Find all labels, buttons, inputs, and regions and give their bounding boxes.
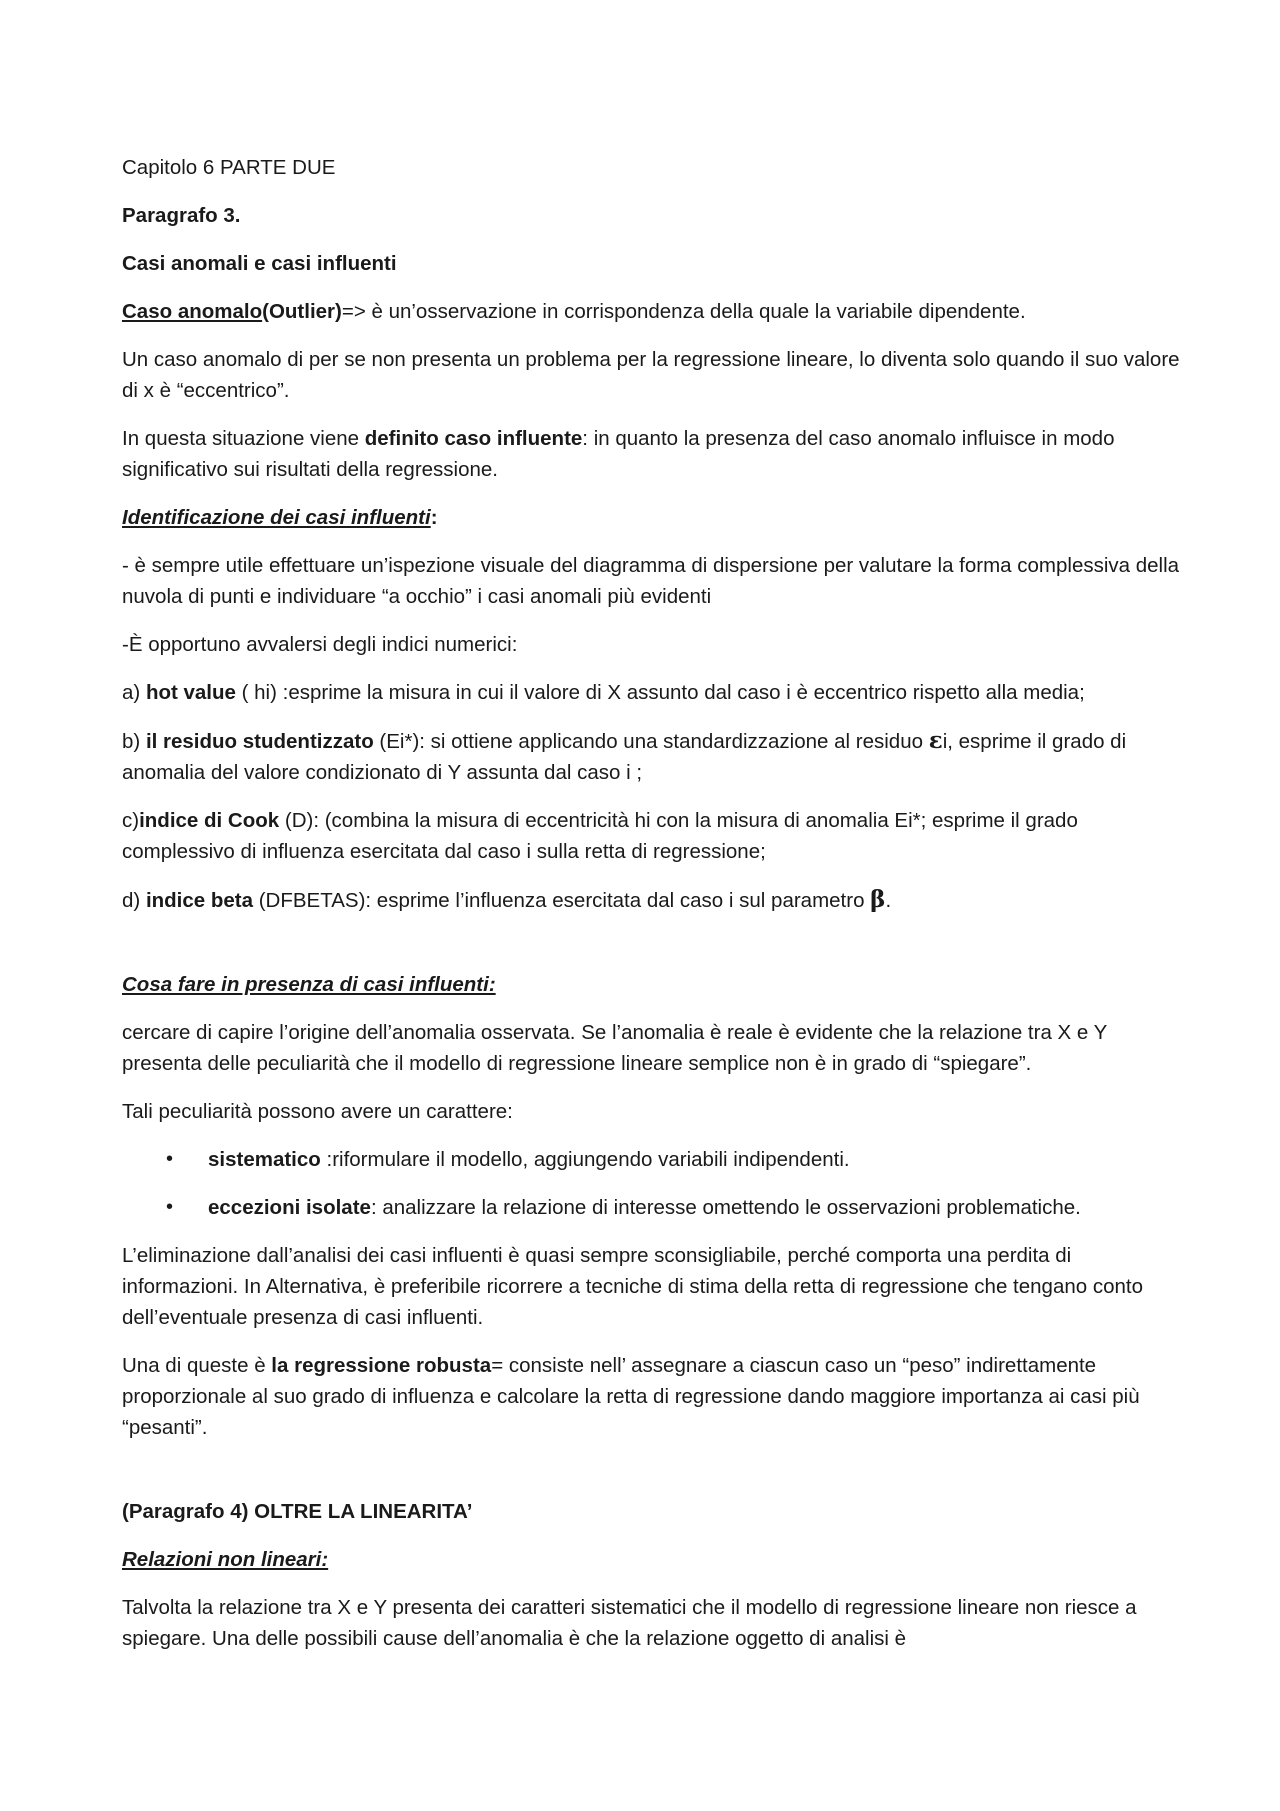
item-d-prefix: d) — [122, 889, 146, 912]
item-b-text2: i, esprime il grado di anomalia del valore condizionato di Y assunta dal caso i ; — [122, 730, 1127, 784]
influente-post: : in quanto la presenza del caso anomalo influisce in modo significativo sui risultati della regressione. — [122, 427, 1115, 481]
identificazione-colon: : — [430, 506, 438, 529]
caso-anomalo-paragraph: Un caso anomalo di per se non presenta un problema per la regressione lineare, lo diventa solo quando il suo valore di x è “eccentrico”. — [122, 348, 1180, 402]
item-a-bold: hot value — [145, 681, 236, 704]
robusta-bold: la regressione robusta — [271, 1354, 492, 1377]
spacer — [122, 933, 1182, 969]
identificazione-title: Identificazione dei casi influenti — [122, 506, 431, 529]
robusta-pre: Una di queste è — [122, 1354, 272, 1377]
outlier-paren: (Outlier) — [262, 300, 342, 323]
bullet-icon: • — [166, 1148, 174, 1170]
epsilon-symbol: ε — [928, 727, 943, 754]
indici-intro: -È opportuno avvalersi degli indici numerici: — [122, 633, 518, 656]
item-c-bold: indice di Cook — [139, 809, 280, 832]
bullet-text: :riformulare il modello, aggiungendo variabili indipendenti. — [320, 1148, 850, 1171]
robusta-post: = consiste nell’ assegnare a ciascun caso un “peso” indirettamente proporzionale al suo grado di influenza e calcolare la retta di regressione dando maggiore importanza ai casi più “pesanti”. — [122, 1354, 1140, 1439]
bullet-bold: sistematico — [208, 1148, 321, 1171]
document-page — [122, 152, 1182, 1671]
item-c-prefix: c) — [122, 809, 140, 832]
list-item — [122, 1144, 1182, 1175]
list-item — [122, 1192, 1182, 1223]
item-b-prefix: b) — [122, 730, 146, 753]
influente-bold: definito caso influente — [364, 427, 583, 450]
item-d-bold: indice beta — [145, 889, 254, 912]
ispezione-paragraph: - è sempre utile effettuare un’ispezione visuale del diagramma di dispersione per valutare la forma complessiva della nuvola di punti e individuare “a occhio” i casi anomali più evidenti — [122, 554, 1180, 608]
item-a-text: ( hi) :esprime la misura in cui il valore di X assunto dal caso i è eccentrico rispetto alla media; — [235, 681, 1085, 704]
beta-symbol: β — [870, 886, 886, 913]
cosa-fare-paragraph: cercare di capire l’origine dell’anomalia osservata. Se l’anomalia è reale è evidente che la relazione tra X e Y presenta delle peculiarità che il modello di regressione lineare semplice non è in grado di “spiegare”. — [122, 1021, 1107, 1075]
influente-pre: In questa situazione viene — [122, 427, 365, 450]
regressione-robusta-paragraph — [122, 1350, 1182, 1443]
cosa-fare-heading: Cosa fare in presenza di casi influenti: — [122, 973, 496, 996]
item-a-prefix: a) — [122, 681, 146, 704]
item-d — [122, 884, 1182, 916]
item-a — [122, 677, 1182, 708]
item-c-text: (D): (combina la misura di eccentricità hi con la misura di anomalia Ei*; esprime il grado complessivo di influenza esercitata dal caso i sulla retta di regressione; — [122, 809, 1078, 863]
bullet-text: : analizzare la relazione di interesse omettendo le osservazioni problematiche. — [370, 1196, 1081, 1219]
item-b — [122, 725, 1182, 788]
paragraph-4-heading: (Paragrafo 4) OLTRE LA LINEARITA’ — [122, 1500, 473, 1523]
identificazione-heading — [122, 502, 1182, 533]
bullet-bold: eccezioni isolate — [208, 1196, 371, 1219]
peculiarita-paragraph: Tali peculiarità possono avere un carattere: — [122, 1100, 513, 1123]
talvolta-paragraph: Talvolta la relazione tra X e Y presenta dei caratteri sistematici che il modello di regressione lineare non riesce a spiegare. Una delle possibili cause dell’anomalia è che la relazione oggetto di analisi è — [122, 1596, 1137, 1650]
item-d-end: . — [885, 889, 892, 912]
item-b-text1: (Ei*): si ottiene applicando una standardizzazione al residuo — [373, 730, 929, 753]
section-heading-casi: Casi anomali e casi influenti — [122, 252, 397, 275]
eliminazione-paragraph: L’eliminazione dall’analisi dei casi influenti è quasi sempre sconsigliabile, perché comporta una perdita di informazioni. In Alternativa, è preferibile ricorrere a tecniche di stima della retta di regressione che tengano conto dell’eventuale presenza di casi influenti. — [122, 1244, 1143, 1329]
caso-anomalo-text: => è un’osservazione in corrispondenza della quale la variabile dipendente. — [341, 300, 1026, 323]
bullet-icon: • — [166, 1196, 174, 1218]
item-d-text: (DFBETAS): esprime l’influenza esercitata dal caso i sul parametro — [253, 889, 871, 912]
spacer — [122, 1460, 1182, 1496]
paragraph-3-heading: Paragrafo 3. — [122, 204, 241, 227]
bullet-list — [122, 1144, 1182, 1223]
relazioni-heading: Relazioni non lineari: — [122, 1548, 329, 1571]
caso-anomalo-term: Caso anomalo — [122, 300, 263, 323]
item-b-bold: il residuo studentizzato — [145, 730, 374, 753]
item-c — [122, 805, 1182, 867]
caso-influente-paragraph — [122, 423, 1182, 485]
chapter-title: Capitolo 6 PARTE DUE — [122, 156, 336, 179]
caso-anomalo-definition — [122, 296, 1182, 327]
